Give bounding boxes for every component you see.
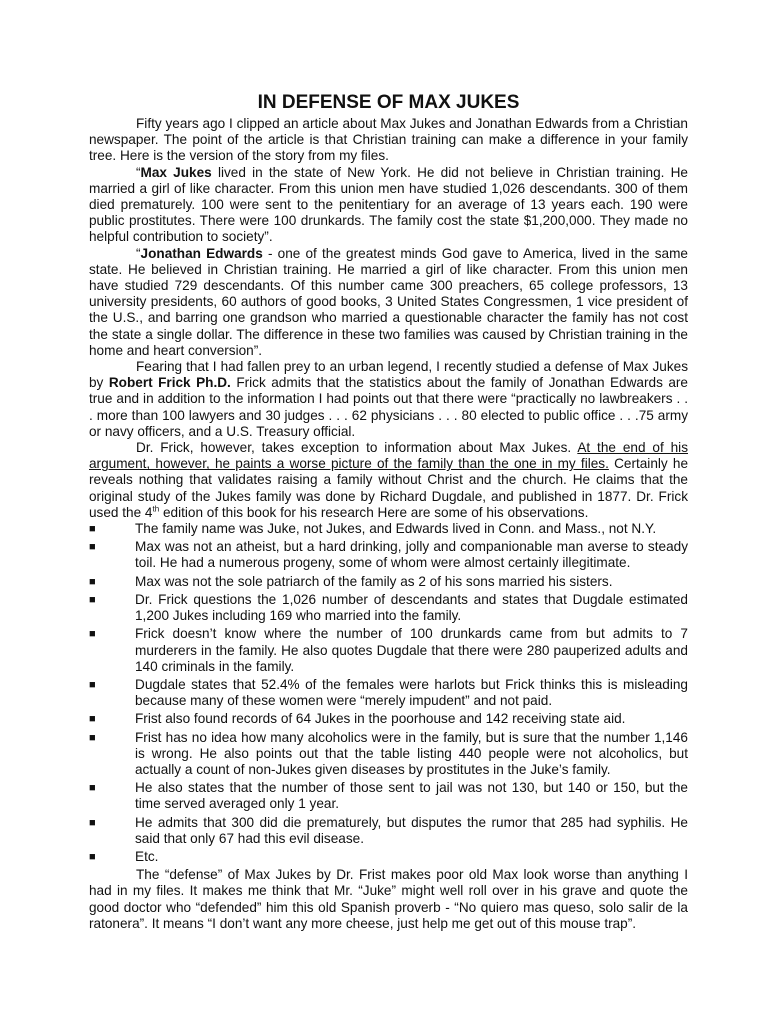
bullet-marker: ■	[89, 575, 96, 588]
list-item-text: Max was not the sole patriarch of the family as 2 of his sons married his sisters.	[135, 573, 613, 589]
frick-intro-pre: Fearing that I had fallen prey to an urban legend, I recently studied a defense of Max Jukes by	[89, 359, 688, 391]
list-item	[89, 849, 688, 865]
list-item-text: Max was not an atheist, but a hard drinking, jolly and companionable man averse to steady toil. He had a numerous progeny, some of whom were almost certainly illegitimate.	[135, 539, 688, 571]
bullet-marker: ■	[89, 628, 96, 641]
open-quote: “	[136, 245, 141, 261]
list-item-text: Etc.	[135, 848, 159, 864]
name-max-jukes: Max Jukes	[140, 164, 212, 180]
exception-mid: Certainly he reveals nothing that validates raising a family without Christ and the church. He claims that the original study of the Jukes family was done by Richard Dugdale, and published in 1877. Dr. Frick used the 4	[89, 456, 689, 520]
name-jonathan-edwards: Jonathan Edwards	[140, 245, 263, 261]
exception-post: edition of this book for his research Here are some of his observations.	[159, 504, 589, 520]
list-item	[89, 711, 688, 727]
list-item	[89, 626, 688, 675]
paragraph-frick-intro	[89, 359, 688, 440]
bullet-marker: ■	[89, 731, 96, 744]
list-item	[89, 521, 688, 537]
name-robert-frick: Robert Frick Ph.D.	[108, 375, 231, 391]
paragraph-frick-exception	[89, 440, 688, 521]
frick-intro-post: Frick admits that the statistics about the family of Jonathan Edwards are true and in addition to the information I had points out that there were “practically no lawbreakers . . . more than 100 lawyers and 30 judges . . . 62 physicians . . . 80 elected to public office . . .75 army or navy officers, and a U.S. Treasury official.	[89, 375, 688, 439]
list-item	[89, 539, 688, 571]
bullet-marker: ■	[89, 678, 96, 691]
list-item	[89, 592, 688, 624]
list-item-text: The family name was Juke, not Jukes, and Edwards lived in Conn. and Mass., not N.Y.	[135, 521, 657, 537]
bullet-marker: ■	[89, 523, 96, 536]
list-item-text: Frist has no idea how many alcoholics were in the family, but is sure that the number 1,146 is wrong. He also points out that the table listing 440 people were not alcoholics, but actually a count of non-Jukes given diseases by prostitutes in the Juke’s family.	[135, 729, 688, 777]
list-item	[89, 574, 688, 590]
list-item-text: Frist also found records of 64 Jukes in the poorhouse and 142 receiving state aid.	[135, 711, 626, 727]
list-item-text: Dr. Frick questions the 1,026 number of descendants and states that Dugdale estimated 1,200 Jukes including 169 who married into the family.	[135, 591, 688, 624]
paragraph-intro: Fifty years ago I clipped an article about Max Jukes and Jonathan Edwards from a Christian newspaper. The point of the article is that Christian training can make a difference in your family tree. Here is the version of the story from my files.	[89, 116, 688, 164]
list-item-text: He also states that the number of those sent to jail was not 130, but 140 or 150, but the time served averaged only 1 year.	[135, 780, 688, 812]
paragraph-max-jukes	[89, 165, 688, 246]
list-item-text: Frick doesn’t know where the number of 100 drunkards came from but admits to 7 murderers in the family. He also quotes Dugdale that there were 280 pauperized adults and 140 criminals in the family.	[135, 626, 688, 674]
superscript-th: th	[152, 504, 160, 514]
paragraph-conclusion: The “defense” of Max Jukes by Dr. Frist makes poor old Max look worse than anything I had in my files. It makes me think that Mr. “Juke” might well roll over in his grave and quote the good doctor who “defended” him this old Spanish proverb - “No quiero mas queso, solo salir de la ratonera”. It means “I don’t want any more cheese, just help me get out of this mouse trap”.	[89, 867, 688, 931]
paragraph-jonathan-edwards	[89, 246, 688, 359]
observations-list	[89, 521, 688, 865]
list-item	[89, 730, 688, 779]
exception-pre: Dr. Frick, however, takes exception to information about Max Jukes.	[136, 440, 578, 456]
bullet-marker: ■	[89, 593, 96, 606]
list-item	[89, 677, 688, 709]
list-item-text: Dugdale states that 52.4% of the females were harlots but Frick thinks this is misleading because many of these women were “merely impudent” and not paid.	[135, 676, 688, 709]
paragraph-max-jukes-text: lived in the state of New York. He did not believe in Christian training. He married a girl of like character. From this union men have studied 1,026 descendants. 300 of them died prematurely. 100 were sent to the penitentiary for an average of 13 years each. 190 were public prostitutes. There were 100 drunkards. The family cost the state $1,200,000. They made no helpful contribution to society”.	[89, 164, 688, 245]
paragraph-jonathan-edwards-text: - one of the greatest minds God gave to America, lived in the same state. He believed in Christian training. He married a girl of like character. From this union men have studied 729 descendants. Of this number came 300 preachers, 65 college professors, 13 university presidents, 60 authors of good books, 3 United States Congressmen, 1 vice president of the U.S., and barring one grandson who married a questionable character the family has not cost the state a single dollar. The difference in these two families was caused by Christian training in the home and heart conversion”.	[89, 245, 688, 358]
bullet-marker: ■	[89, 850, 96, 863]
list-item	[89, 780, 688, 812]
bullet-marker: ■	[89, 541, 96, 554]
bullet-marker: ■	[89, 816, 96, 829]
underlined-sentence: At the end of his argument, however, he paints a worse picture of the family than the one in my files.	[89, 440, 688, 472]
list-item	[89, 815, 688, 847]
open-quote: “	[136, 164, 141, 180]
document-title: IN DEFENSE OF MAX JUKES	[257, 92, 520, 113]
bullet-marker: ■	[89, 782, 96, 795]
list-item-text: He admits that 300 did die prematurely, but disputes the rumor that 285 had syphilis. He said that only 67 had this evil disease.	[135, 814, 688, 846]
bullet-marker: ■	[89, 713, 96, 726]
